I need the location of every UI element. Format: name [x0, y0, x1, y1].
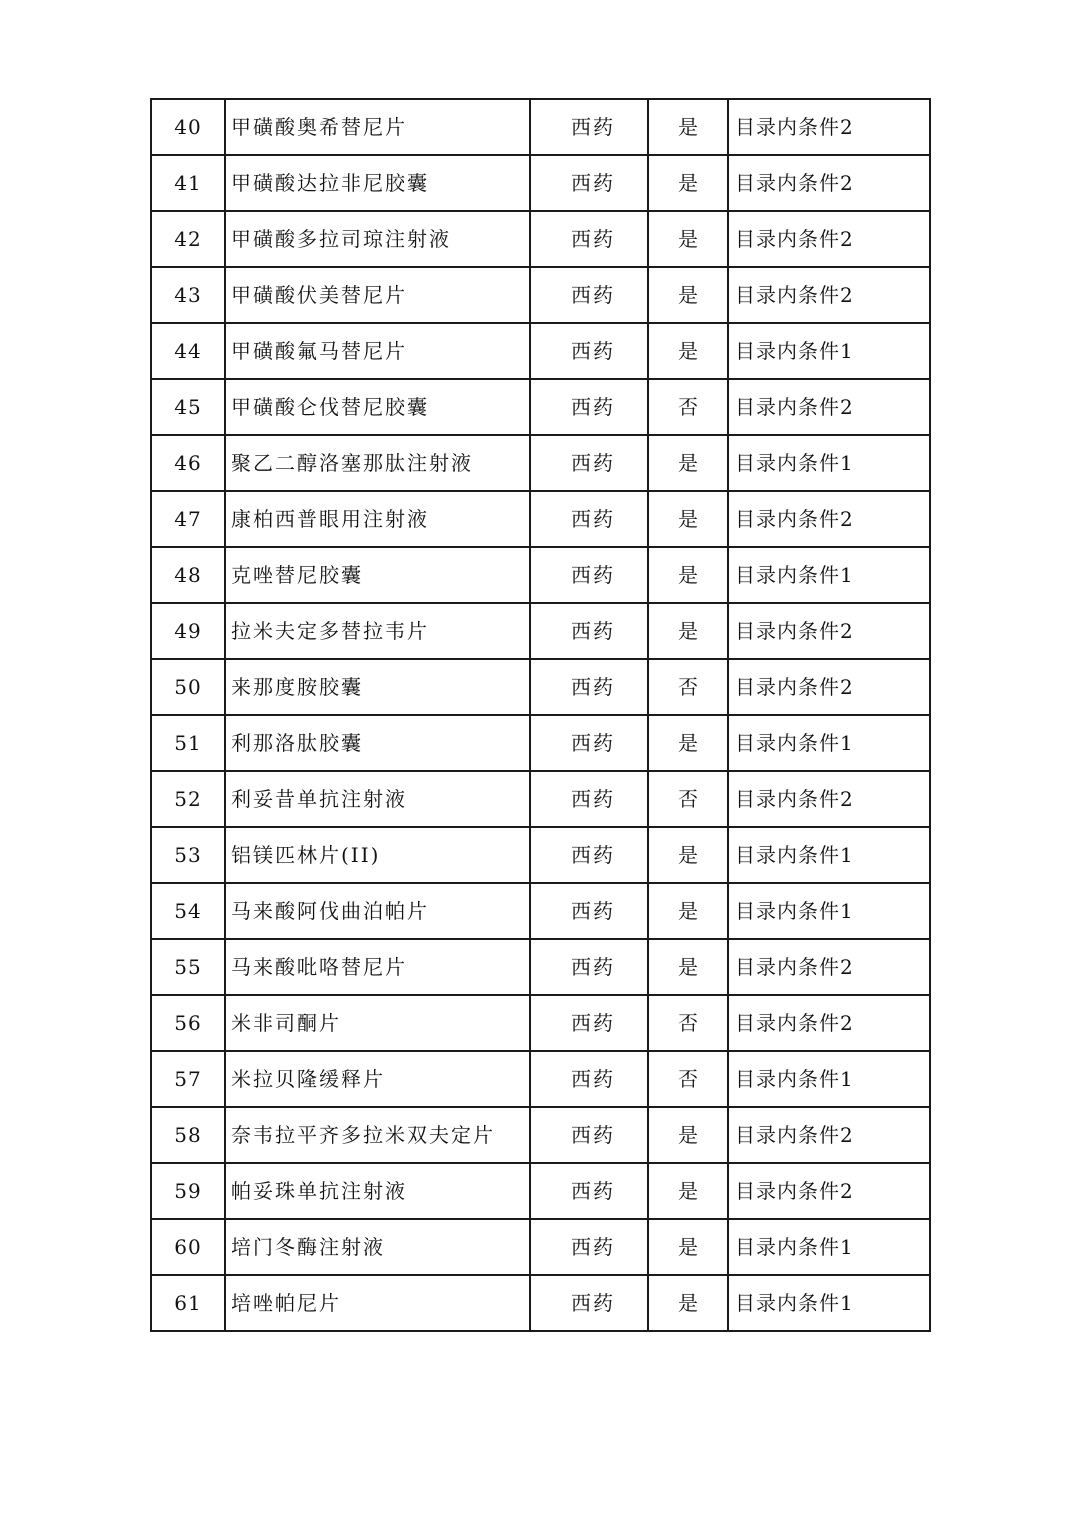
row-number: 50: [151, 659, 225, 715]
row-number: 45: [151, 379, 225, 435]
drug-name: 培唑帕尼片: [225, 1275, 530, 1331]
table-row: [151, 827, 930, 883]
drug-flag: 是: [648, 715, 728, 771]
row-number: 42: [151, 211, 225, 267]
drug-condition: 目录内条件1: [728, 547, 930, 603]
table-body: [151, 99, 930, 1331]
row-number: 56: [151, 995, 225, 1051]
drug-flag: 是: [648, 491, 728, 547]
drug-condition: 目录内条件2: [728, 491, 930, 547]
drug-category: 西药: [530, 379, 648, 435]
drug-category: 西药: [530, 491, 648, 547]
table-row: [151, 1219, 930, 1275]
row-number: 54: [151, 883, 225, 939]
drug-condition: 目录内条件2: [728, 267, 930, 323]
drug-flag: 是: [648, 547, 728, 603]
drug-flag: 是: [648, 939, 728, 995]
table-row: [151, 211, 930, 267]
drug-name: 利那洛肽胶囊: [225, 715, 530, 771]
row-number: 53: [151, 827, 225, 883]
drug-name: 聚乙二醇洛塞那肽注射液: [225, 435, 530, 491]
drug-flag: 是: [648, 435, 728, 491]
drug-name: 奈韦拉平齐多拉米双夫定片: [225, 1107, 530, 1163]
row-number: 41: [151, 155, 225, 211]
table-row: [151, 715, 930, 771]
drug-category: 西药: [530, 883, 648, 939]
table-row: [151, 1107, 930, 1163]
table-row: [151, 267, 930, 323]
drug-category: 西药: [530, 603, 648, 659]
drug-condition: 目录内条件2: [728, 379, 930, 435]
row-number: 40: [151, 99, 225, 155]
drug-category: 西药: [530, 1107, 648, 1163]
drug-condition: 目录内条件1: [728, 827, 930, 883]
drug-flag: 是: [648, 99, 728, 155]
drug-condition: 目录内条件2: [728, 99, 930, 155]
row-number: 55: [151, 939, 225, 995]
drug-condition: 目录内条件2: [728, 603, 930, 659]
drug-name: 甲磺酸多拉司琼注射液: [225, 211, 530, 267]
drug-flag: 否: [648, 771, 728, 827]
drug-category: 西药: [530, 267, 648, 323]
row-number: 51: [151, 715, 225, 771]
drug-name: 甲磺酸达拉非尼胶囊: [225, 155, 530, 211]
drug-condition: 目录内条件2: [728, 995, 930, 1051]
drug-condition: 目录内条件1: [728, 883, 930, 939]
drug-name: 克唑替尼胶囊: [225, 547, 530, 603]
drug-name: 来那度胺胶囊: [225, 659, 530, 715]
drug-flag: 否: [648, 659, 728, 715]
drug-category: 西药: [530, 715, 648, 771]
drug-condition: 目录内条件1: [728, 715, 930, 771]
drug-name: 甲磺酸氟马替尼片: [225, 323, 530, 379]
row-number: 48: [151, 547, 225, 603]
table-row: [151, 1275, 930, 1331]
drug-flag: 是: [648, 883, 728, 939]
drug-name: 培门冬酶注射液: [225, 1219, 530, 1275]
drug-flag: 是: [648, 1107, 728, 1163]
table-row: [151, 603, 930, 659]
row-number: 58: [151, 1107, 225, 1163]
table-row: [151, 1051, 930, 1107]
drug-category: 西药: [530, 939, 648, 995]
drug-category: 西药: [530, 827, 648, 883]
drug-flag: 否: [648, 995, 728, 1051]
drug-flag: 是: [648, 827, 728, 883]
table-row: [151, 155, 930, 211]
row-number: 61: [151, 1275, 225, 1331]
drug-category: 西药: [530, 659, 648, 715]
row-number: 49: [151, 603, 225, 659]
table-row: [151, 1163, 930, 1219]
drug-category: 西药: [530, 323, 648, 379]
row-number: 57: [151, 1051, 225, 1107]
drug-condition: 目录内条件2: [728, 1163, 930, 1219]
row-number: 43: [151, 267, 225, 323]
drug-name: 米非司酮片: [225, 995, 530, 1051]
drug-condition: 目录内条件2: [728, 771, 930, 827]
drug-category: 西药: [530, 99, 648, 155]
table-row: [151, 939, 930, 995]
table-row: [151, 771, 930, 827]
drug-category: 西药: [530, 1163, 648, 1219]
table-row: [151, 995, 930, 1051]
drug-condition: 目录内条件2: [728, 211, 930, 267]
drug-flag: 是: [648, 1219, 728, 1275]
drug-category: 西药: [530, 211, 648, 267]
drug-flag: 否: [648, 379, 728, 435]
drug-condition: 目录内条件2: [728, 659, 930, 715]
drug-category: 西药: [530, 1275, 648, 1331]
drug-category: 西药: [530, 771, 648, 827]
drug-flag: 是: [648, 155, 728, 211]
row-number: 59: [151, 1163, 225, 1219]
row-number: 60: [151, 1219, 225, 1275]
drug-name: 马来酸吡咯替尼片: [225, 939, 530, 995]
drug-flag: 是: [648, 323, 728, 379]
drug-condition: 目录内条件2: [728, 939, 930, 995]
row-number: 44: [151, 323, 225, 379]
drug-flag: 是: [648, 603, 728, 659]
drug-condition: 目录内条件1: [728, 323, 930, 379]
table-row: [151, 659, 930, 715]
drug-flag: 是: [648, 1275, 728, 1331]
drug-name: 拉米夫定多替拉韦片: [225, 603, 530, 659]
drug-category: 西药: [530, 995, 648, 1051]
drug-name: 甲磺酸奥希替尼片: [225, 99, 530, 155]
drug-category: 西药: [530, 547, 648, 603]
drug-name: 甲磺酸伏美替尼片: [225, 267, 530, 323]
drug-name: 铝镁匹林片(II): [225, 827, 530, 883]
table-row: [151, 883, 930, 939]
row-number: 47: [151, 491, 225, 547]
table-row: [151, 491, 930, 547]
table-row: [151, 547, 930, 603]
drug-condition: 目录内条件1: [728, 1219, 930, 1275]
drug-list-table: [150, 98, 931, 1332]
drug-name: 康柏西普眼用注射液: [225, 491, 530, 547]
drug-name: 利妥昔单抗注射液: [225, 771, 530, 827]
table-row: [151, 99, 930, 155]
drug-flag: 是: [648, 211, 728, 267]
drug-category: 西药: [530, 435, 648, 491]
drug-flag: 否: [648, 1051, 728, 1107]
drug-name: 甲磺酸仑伐替尼胶囊: [225, 379, 530, 435]
drug-condition: 目录内条件1: [728, 1051, 930, 1107]
drug-category: 西药: [530, 1051, 648, 1107]
drug-name: 帕妥珠单抗注射液: [225, 1163, 530, 1219]
row-number: 52: [151, 771, 225, 827]
drug-flag: 是: [648, 1163, 728, 1219]
table-row: [151, 323, 930, 379]
table-row: [151, 379, 930, 435]
drug-name: 马来酸阿伐曲泊帕片: [225, 883, 530, 939]
drug-condition: 目录内条件1: [728, 1275, 930, 1331]
drug-flag: 是: [648, 267, 728, 323]
table-row: [151, 435, 930, 491]
drug-condition: 目录内条件2: [728, 1107, 930, 1163]
row-number: 46: [151, 435, 225, 491]
drug-condition: 目录内条件1: [728, 435, 930, 491]
drug-category: 西药: [530, 155, 648, 211]
drug-condition: 目录内条件2: [728, 155, 930, 211]
drug-category: 西药: [530, 1219, 648, 1275]
drug-name: 米拉贝隆缓释片: [225, 1051, 530, 1107]
